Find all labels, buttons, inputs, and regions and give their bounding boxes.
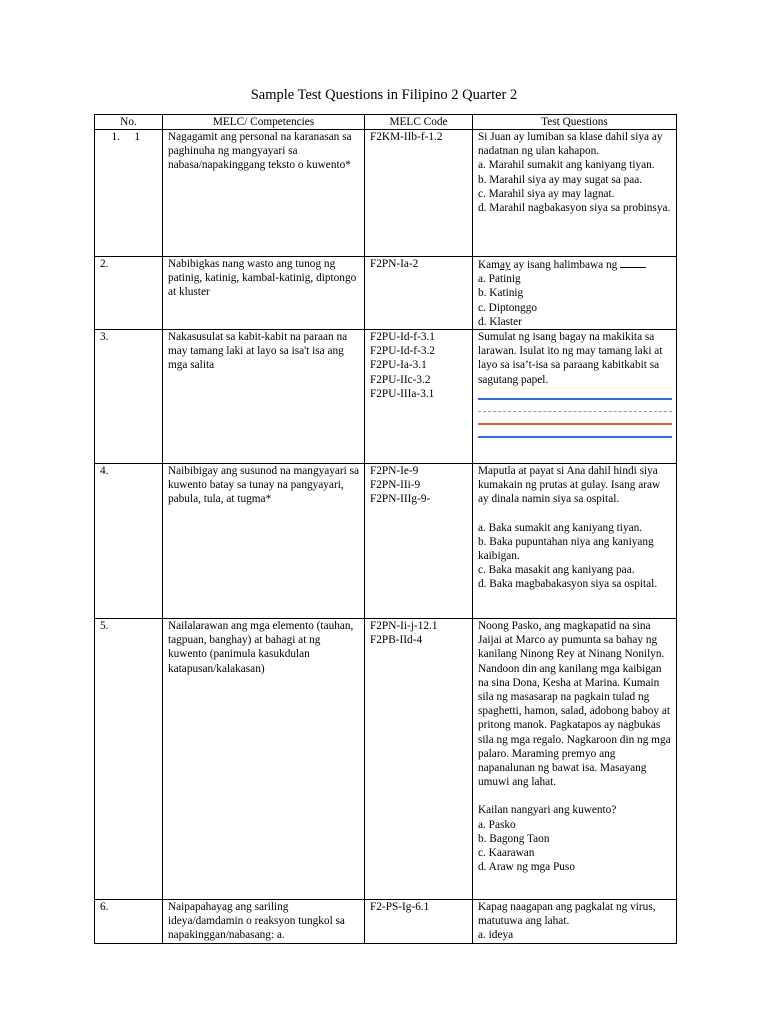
story-passage: Noong Pasko, ang magkapatid na sina Jaijai at Marco ay pumunta sa bahay ng kanilang Ninong Rey at Ninang Nonilyn. Nandoon din ang kanilang mga kaibigan na sina Dona, Kesha at Marina. Kumain sila ng masasarap na pagkain tulad ng spaghetti, hamon, salad, adobong baboy at pritong manok. Pagkatapos ay nagbukas sila ng mga regalo. Nagkaroon din ng mga palaro. Maraming premyo ang napanalunan ng bawat isa. Masayang umuwi ang lahat. — [478, 620, 671, 789]
melc-code: F2PN-Ii-j-12.1 — [370, 620, 438, 633]
spacer — [478, 789, 672, 803]
table-row — [95, 257, 677, 330]
answer-option: c. Diptonggo — [478, 301, 537, 314]
answer-option: d. Baka magbabakasyon siya sa ospital. — [478, 578, 658, 591]
code-cell — [365, 257, 473, 330]
question-stem: Maputla at payat si Ana dahil hindi siya kumakain ng prutas at gulay. Isang araw ay dinala namin siya sa ospital. — [478, 465, 661, 506]
row-number: 6. — [95, 900, 163, 944]
melc-code: F2PB-IId-4 — [370, 634, 423, 647]
code-cell — [365, 330, 473, 464]
answer-option: a. Pasko — [478, 818, 516, 831]
competency-cell: Nabibigkas nang wasto ang tunog ng patinig, katinig, kambal-katinig, diptongo at kluster — [163, 257, 365, 330]
question-cell — [473, 330, 677, 464]
question-stem — [478, 257, 672, 272]
melc-code: F2PU-Ia-3.1 — [370, 359, 427, 372]
row-number: 2. — [95, 257, 163, 330]
table-row — [95, 464, 677, 619]
code-cell — [365, 130, 473, 257]
answer-option: b. Bagong Taon — [478, 832, 550, 845]
melc-code: F2PN-Ie-9 — [370, 465, 419, 478]
answer-option: a. Baka sumakit ang kaniyang tiyan. — [478, 521, 643, 534]
melc-code: F2PU-Id-f-3.1 — [370, 331, 435, 344]
question-cell — [473, 464, 677, 619]
table-header-row — [95, 115, 677, 130]
table-row — [95, 619, 677, 900]
guide-line-top — [478, 398, 672, 400]
row-sub-number: 1 — [134, 131, 140, 143]
spacer — [478, 507, 672, 521]
row-number: 4. — [95, 464, 163, 619]
question-cell — [473, 257, 677, 330]
guide-line-bottom — [478, 436, 672, 438]
answer-option: b. Katinig — [478, 287, 524, 300]
row-number — [95, 130, 163, 257]
melc-code: F2PN-IIIg-9- — [370, 493, 431, 506]
handwriting-guide-lines — [478, 398, 672, 438]
table-row — [95, 130, 677, 257]
melc-code: F2-PS-Ig-6.1 — [370, 901, 430, 914]
code-cell — [365, 619, 473, 900]
melc-code: F2PU-IIIa-3.1 — [370, 387, 435, 400]
answer-option: c. Kaarawan — [478, 847, 535, 860]
stem-underlined: ay — [499, 259, 511, 271]
competency-cell: Nakasusulat sa kabit-kabit na paraan na may tamang laki at layo sa isa't isa ang mga salita — [163, 330, 365, 464]
stem-prefix: Kam — [478, 259, 500, 271]
guide-line-mid — [478, 411, 672, 412]
header-questions: Test Questions — [473, 115, 677, 130]
question-stem: Kapag naagapan ang pagkalat ng virus, matutuwa ang lahat. — [478, 901, 656, 928]
melc-code: F2KM-IIb-f-1.2 — [370, 131, 443, 143]
row-number: 5. — [95, 619, 163, 900]
guide-line-base — [478, 423, 672, 425]
question-stem: Si Juan ay lumiban sa klase dahil siya ay nadatnan ng ulan kahapon. — [478, 131, 663, 158]
question-stem: Kailan nangyari ang kuwento? — [478, 804, 617, 817]
answer-blank — [620, 257, 646, 268]
header-code: MELC Code — [365, 115, 473, 130]
question-cell — [473, 900, 677, 944]
table-row — [95, 900, 677, 944]
melc-code: F2PU-Id-f-3.2 — [370, 345, 435, 358]
header-no: No. — [95, 115, 163, 130]
melc-table — [94, 114, 677, 944]
table-row — [95, 330, 677, 464]
melc-code: F2PN-Ia-2 — [370, 258, 419, 270]
answer-option: b. Baka pupuntahan niya ang kaniyang kaibigan. — [478, 535, 654, 563]
competency-cell: Nailalarawan ang mga elemento (tauhan, tagpuan, banghay) at bahagi at ng kuwento (panimula kasukdulan katapusan/kalakasan) — [163, 619, 365, 900]
stem-suffix: ay isang halimbawa ng — [510, 259, 621, 271]
answer-option: a. Patinig — [478, 273, 521, 286]
header-competency: MELC/ Competencies — [163, 115, 365, 130]
question-cell — [473, 619, 677, 900]
question-stem: Sumulat ng isang bagay na makikita sa larawan. Isulat ito ng may tamang laki at layo sa isa’t-isa sa paraang kabitkabit sa sagutang papel. — [478, 331, 663, 386]
code-cell — [365, 900, 473, 944]
answer-option: d. Araw ng mga Puso — [478, 861, 575, 874]
answer-option: d. Klaster — [478, 315, 522, 328]
code-cell — [365, 464, 473, 619]
melc-code: F2PN-IIi-9 — [370, 479, 421, 492]
row-number-label: 1. — [111, 131, 120, 143]
question-cell — [473, 130, 677, 257]
answer-option: a. Marahil sumakit ang kaniyang tiyan. — [478, 159, 655, 172]
competency-cell: Naibibigay ang susunod na mangyayari sa kuwento batay sa tunay na pangyayari, pabula, tula, at tugma* — [163, 464, 365, 619]
competency-cell: Naipapahayag ang sariling ideya/damdamin o reaksyon tungkol sa napakinggan/nabasang: a. — [163, 900, 365, 944]
competency-cell: Nagagamit ang personal na karanasan sa paghinuha ng mangyayari sa nabasa/napakinggang teksto o kuwento* — [163, 130, 365, 257]
answer-option: b. Marahil siya ay may sugat sa paa. — [478, 173, 643, 186]
answer-option: c. Marahil siya ay may lagnat. — [478, 187, 615, 200]
answer-option: a. ideya — [478, 929, 514, 942]
row-number: 3. — [95, 330, 163, 464]
answer-option: c. Baka masakit ang kaniyang paa. — [478, 564, 635, 577]
melc-code: F2PU-IIc-3.2 — [370, 373, 431, 386]
document-title: Sample Test Questions in Filipino 2 Quarter 2 — [250, 87, 518, 103]
answer-option: d. Marahil nagbakasyon siya sa probinsya. — [478, 202, 671, 215]
